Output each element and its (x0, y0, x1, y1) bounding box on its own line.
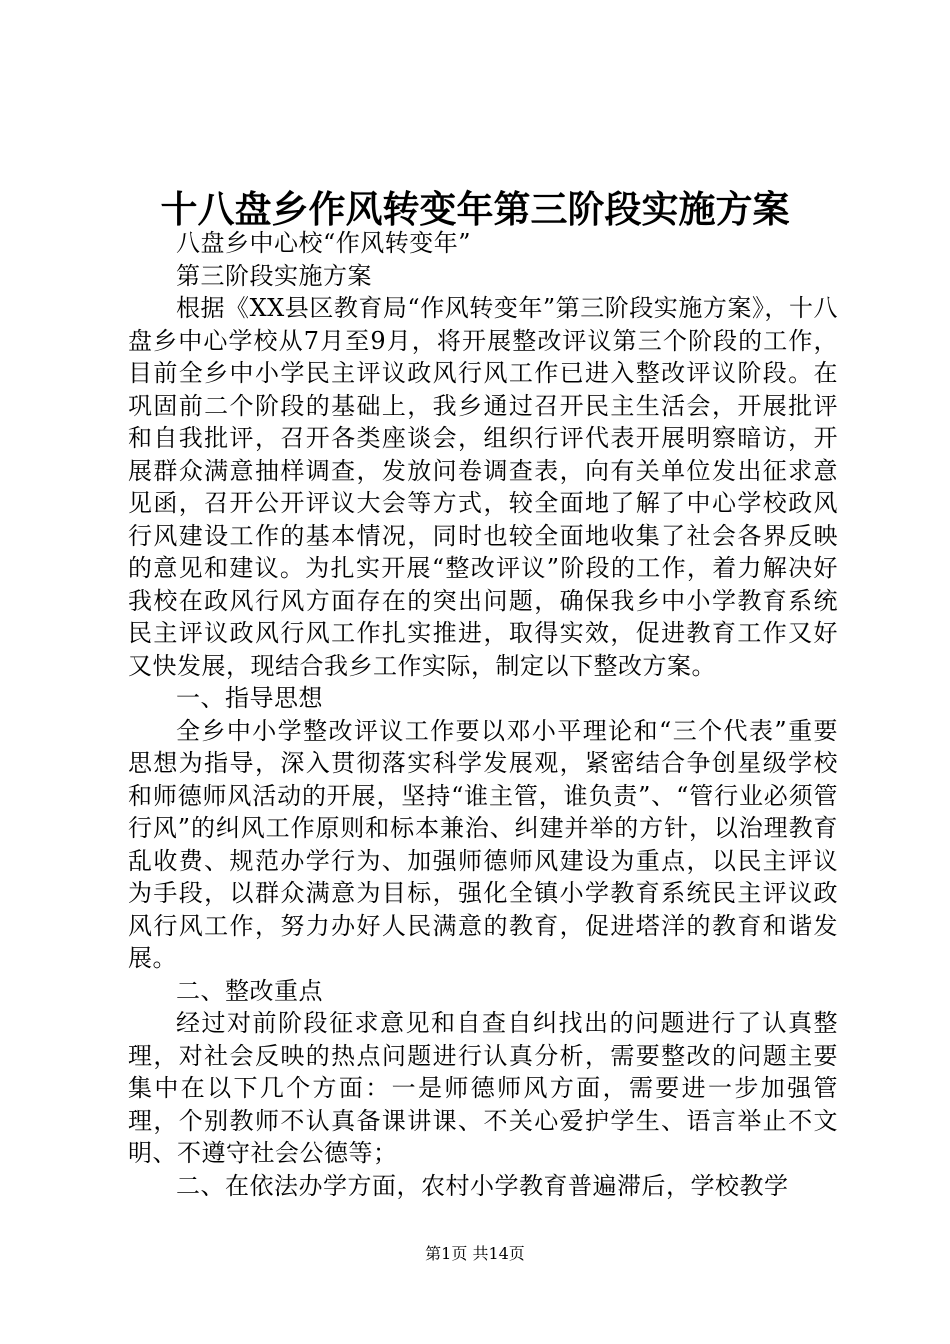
guiding-thought-paragraph: 全乡中小学整改评议工作要以邓小平理论和“三个代表”重要思想为指导，深入贯彻落实科学发展观，紧密结合争创星级学校和师德师风活动的开展，坚持“谁主管，谁负责”、“管行业必须管行风”的纠风工作原则和标本兼治、纠建并举的方针，以治理教育乱收费、规范办学行为、加强师德师风建设为重点，以民主评议为手段，以群众满意为目标，强化全镇小学教育系统民主评议政风行风工作，努力办好人民满意的教育，促进塔洋的教育和谐发展。 (128, 716, 838, 972)
rectification-focus-paragraph: 经过对前阶段征求意见和自查自纠找出的问题进行了认真整理，对社会反映的热点问题进行认真分析，需要整改的问题主要集中在以下几个方面：一是师德师风方面，需要进一步加强管理，个别教师不认真备课讲课、不关心爱护学生、语言举止不文明、不遵守社会公德等； (128, 1009, 838, 1167)
document-body (128, 227, 838, 1202)
subtitle-line-2: 第三阶段实施方案 (176, 261, 372, 290)
section-heading-rectification-focus: 二、整改重点 (176, 976, 323, 1005)
lawful-schooling-paragraph: 二、在依法办学方面，农村小学教育普遍滞后，学校教学 (176, 1171, 789, 1200)
section-heading-guiding-thought: 一、指导思想 (176, 684, 323, 712)
intro-paragraph: 根据《XX县区教育局“作风转变年”第三阶段实施方案》，十八盘乡中心学校从7月至9月，将开展整改评议第三个阶段的工作，目前全乡中小学民主评议政风行风工作已进入整改评议阶段。在巩固前二个阶段的基础上，我乡通过召开民主生活会，开展批评和自我批评，召开各类座谈会，组织行评代表开展明察暗访，开展群众满意抽样调查，发放问卷调查表，向有关单位发出征求意见函，召开公开评议大会等方式，较全面地了解了中心学校政风行风建设工作的基本情况，同时也较全面地收集了社会各界反映的意见和建议。为扎实开展“整改评议”阶段的工作，着力解决好我校在政风行风方面存在的突出问题，确保我乡中小学教育系统民主评议政风行风工作扎实推进，取得实效，促进教育工作又好又快发展，现结合我乡工作实际，制定以下整改方案。 (128, 294, 838, 680)
document-title: 十八盘乡作风转变年第三阶段实施方案 (160, 187, 790, 231)
subtitle-line-1: 八盘乡中心校“作风转变年” (176, 229, 472, 257)
page-number-footer: 第1页 共14页 (425, 1244, 525, 1263)
